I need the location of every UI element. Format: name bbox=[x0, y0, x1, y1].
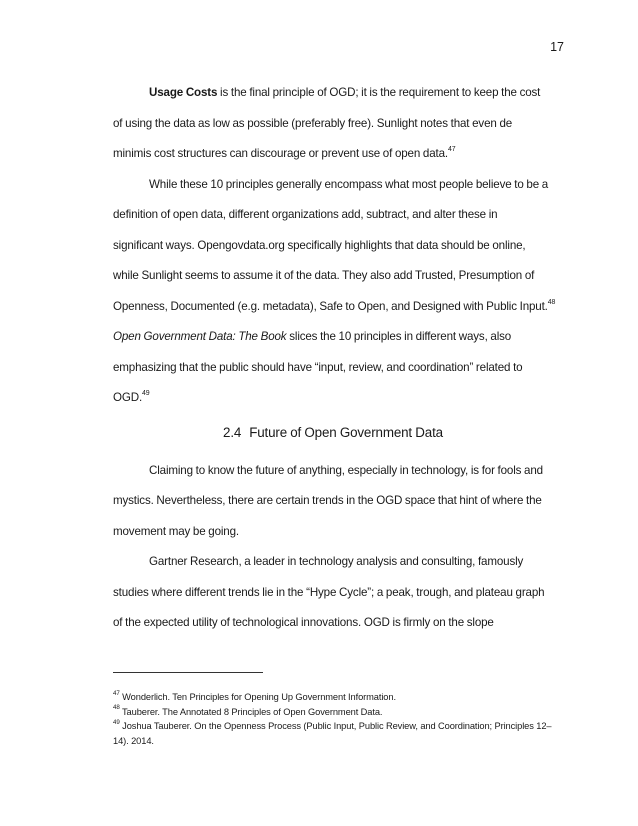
para2-line3: significant ways. Opengovdata.org specifically highlights that data should be online, bbox=[113, 238, 526, 252]
para2-line1: While these 10 principles generally encompass what most people believe to be a bbox=[149, 177, 549, 191]
para4-line2: studies where different trends lie in the “Hype Cycle”; a peak, trough, and plateau graph bbox=[113, 585, 545, 599]
para2-line8: OGD.$^{49}$ bbox=[113, 390, 150, 404]
para2-line5: Openness, Documented (e.g. metadata), Safe to Open, and Designed with Public Input.$^{48}$ bbox=[113, 298, 556, 313]
footnote-49: $^{49}$ Joshua Tauberer. On the Openness Process (Public Input, Public Review, and Coordination; Principles 12–14). 2014. bbox=[113, 718, 552, 746]
para4-line1: Gartner Research, a leader in technology analysis and consulting, famously bbox=[149, 555, 524, 568]
section-title: Future of Open Government Data bbox=[249, 424, 443, 440]
para2-line2: definition of open data, different organizations add, subtract, and alter these in bbox=[113, 208, 498, 221]
page-number: 17 bbox=[550, 40, 564, 54]
book-title: Open Government Data: The Book bbox=[113, 330, 287, 343]
para4-line3: of the expected utility of technological innovations. OGD is firmly on the slope bbox=[113, 616, 494, 629]
para2-line4: while Sunlight seems to assume it of the data. They also add Trusted, Presumption of bbox=[113, 269, 535, 282]
para1-line1: Usage Costs is the final principle of OGD; it is the requirement to keep the cost bbox=[149, 86, 541, 99]
body-text bbox=[113, 78, 556, 639]
para3-line1: Claiming to know the future of anything, especially in technology, is for fools and bbox=[149, 463, 543, 477]
footnote-divider bbox=[113, 672, 263, 673]
usage-costs-term: Usage Costs bbox=[149, 86, 218, 99]
para3-line2: mystics. Nevertheless, there are certain trends in the OGD space that hint of where the bbox=[113, 494, 542, 507]
section-number: 2.4 bbox=[223, 424, 242, 440]
footnote-ref-48[interactable]: 48 bbox=[547, 298, 556, 306]
para2-line6: Open Government Data: The Book slices the 10 principles in different ways, also bbox=[113, 330, 512, 343]
section-heading bbox=[113, 414, 553, 456]
para2-line7: emphasizing that the public should have “input, review, and coordination” related to bbox=[113, 360, 523, 374]
footnote-48: $^{48}$ Tauberer. The Annotated 8 Principles of Open Government Data. bbox=[113, 704, 383, 717]
para3-line3: movement may be going. bbox=[113, 524, 239, 538]
footnote-ref-49[interactable]: 49 bbox=[142, 390, 150, 398]
footnote-47: $^{47}$ Wonderlich. Ten Principles for Opening Up Government Information. bbox=[113, 689, 396, 702]
para1-line2: of using the data as low as possible (preferably free). Sunlight notes that even de bbox=[113, 116, 513, 130]
footnotes bbox=[113, 690, 563, 748]
para1-line3: minimis cost structures can discourage or prevent use of open data.$^{47}$ bbox=[113, 146, 456, 160]
footnote-ref-47[interactable]: 47 bbox=[447, 146, 456, 154]
